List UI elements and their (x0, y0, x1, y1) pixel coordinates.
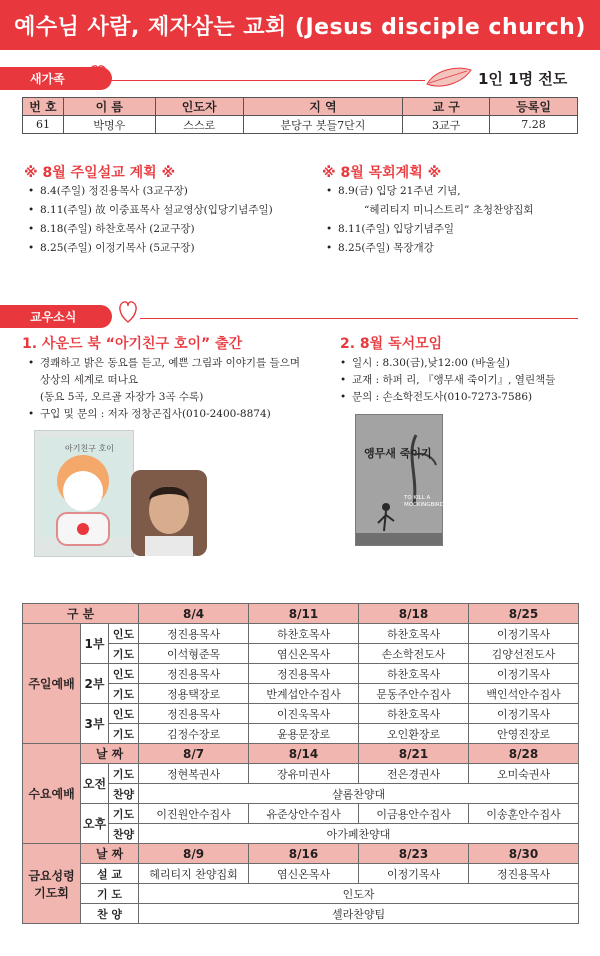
schedule-cell: 샬롬찬양대 (139, 784, 579, 804)
division-label: 구 분 (23, 604, 139, 624)
schedule-cell: 전은경권사 (359, 764, 469, 784)
list-item: (동요 5곡, 오르골 자장가 3곡 수록) (40, 391, 204, 403)
prayer-label: 기도 (109, 724, 139, 744)
list-item: “헤리티지 미니스트리” 초청찬양집회 (364, 204, 534, 216)
wednesday-service-label: 수요예배 (23, 744, 81, 844)
choir-label: 찬양 (109, 824, 139, 844)
schedule-cell: 오미숙권사 (469, 764, 579, 784)
schedule-cell: 이정기목사 (469, 624, 579, 644)
news-item2-heading: 2. 8월 독서모임 (340, 336, 443, 352)
table-row (23, 844, 579, 864)
schedule-cell: 이석형준목 (139, 644, 249, 664)
schedule-cell: 안영진장로 (469, 724, 579, 744)
list-item: • 8.11(주일) 故 이중표목사 설교영상(입당기념주일) (26, 201, 296, 220)
worship-schedule-table (22, 603, 579, 924)
schedule-cell: 이금용안수집사 (359, 804, 469, 824)
reading-book-illustration (356, 415, 442, 545)
schedule-cell: 인도자 (139, 884, 579, 904)
author-portrait (131, 470, 207, 556)
schedule-cell: 이진욱목사 (249, 704, 359, 724)
table-row (23, 116, 578, 134)
sermon-plan-list (26, 182, 296, 258)
cell-district: 3교구 (403, 116, 490, 134)
news-item2-list (338, 355, 588, 406)
schedule-cell: 백인석안수집사 (469, 684, 579, 704)
schedule-cell: 하찬호목사 (359, 624, 469, 644)
list-item: • 경쾌하고 밝은 동요를 듣고, 예쁜 그림과 이야기를 들으며 (26, 355, 326, 372)
cell-reg-date: 7.28 (490, 116, 578, 134)
col-district: 교 구 (403, 98, 490, 116)
col-name: 이 름 (63, 98, 155, 116)
sound-book-title: 아기친구 호이 (65, 444, 114, 453)
table-row (23, 624, 579, 644)
list-item: • 8.9(금) 입당 21주년 기념, (324, 182, 584, 201)
schedule-cell: 장유미권사 (249, 764, 359, 784)
table-header-row (23, 98, 578, 116)
list-item: • 8.25(주일) 이정기목사 (5교구장) (26, 239, 296, 258)
ministry-plan-heading: ※ 8월 목회계획 ※ (322, 165, 442, 181)
leader-label: 인도 (109, 704, 139, 724)
date-cell: 8/25 (469, 604, 579, 624)
table-row (23, 904, 579, 924)
schedule-cell: 하찬호목사 (249, 624, 359, 644)
schedule-header-row (23, 604, 579, 624)
schedule-cell: 염신온목사 (249, 864, 359, 884)
date-cell: 8/28 (469, 744, 579, 764)
table-row (23, 864, 579, 884)
schedule-cell: 정진용목사 (249, 664, 359, 684)
schedule-cell: 하찬호목사 (359, 664, 469, 684)
date-cell: 8/30 (469, 844, 579, 864)
schedule-cell: 손소학전도사 (359, 644, 469, 664)
col-reg-date: 등록일 (490, 98, 578, 116)
schedule-cell: 정진용목사 (469, 864, 579, 884)
reading-book-cover (355, 414, 443, 546)
list-item: • 문의 : 손소학전도사(010-7273-7586) (338, 389, 588, 406)
sound-book-cover (34, 430, 134, 557)
choir-label: 찬양 (109, 784, 139, 804)
schedule-cell: 염신온목사 (249, 644, 359, 664)
service-1-label: 1부 (81, 624, 109, 664)
schedule-cell: 이정기목사 (469, 704, 579, 724)
reading-book-title: 앵무새 죽이기 (364, 447, 432, 460)
sunday-service-label: 주일예배 (23, 624, 81, 744)
banner-title: 예수님 사람, 제자삼는 교회 (Jesus disciple church) (14, 14, 586, 40)
section-divider (110, 80, 425, 81)
service-3-label: 3부 (81, 704, 109, 744)
prayer-label: 기도 (109, 804, 139, 824)
praise-label: 찬 양 (81, 904, 139, 924)
friday-service-label: 금요성령 기도회 (23, 844, 81, 924)
list-item: • 8.11(주일) 입당기념주일 (324, 220, 584, 239)
cell-number: 61 (23, 116, 64, 134)
service-2-label: 2부 (81, 664, 109, 704)
prayer-label: 기 도 (81, 884, 139, 904)
cell-name: 박명우 (63, 116, 155, 134)
list-item: 상상의 세계로 떠나요 (40, 374, 138, 386)
sermon-plan-heading: ※ 8월 주일설교 계획 ※ (24, 165, 176, 181)
date-cell: 8/23 (359, 844, 469, 864)
news-item1-list (26, 355, 326, 423)
schedule-cell: 정현복권사 (139, 764, 249, 784)
col-guide: 인도자 (155, 98, 243, 116)
date-cell: 8/18 (359, 604, 469, 624)
list-item: • 구입 및 문의 : 저자 정창곤집사(010-2400-8874) (26, 406, 326, 423)
prayer-label: 기도 (109, 644, 139, 664)
prayer-label: 기도 (109, 764, 139, 784)
list-item: • 8.25(주일) 목장개강 (324, 239, 584, 258)
section-divider (140, 318, 578, 319)
schedule-cell: 하찬호목사 (359, 704, 469, 724)
news-item1-heading: 1. 사운드 북 “아기친구 호이” 출간 (22, 336, 243, 352)
heart-leaf-icon (86, 62, 110, 88)
schedule-cell: 정진용목사 (139, 704, 249, 724)
schedule-cell: 김양선전도사 (469, 644, 579, 664)
author-photo (131, 470, 207, 556)
table-row (23, 804, 579, 824)
col-number: 번 호 (23, 98, 64, 116)
new-family-table (22, 97, 578, 134)
morning-label: 오전 (81, 764, 109, 804)
date-cell: 8/21 (359, 744, 469, 764)
page-banner (0, 0, 600, 50)
leader-label: 인도 (109, 664, 139, 684)
date-label: 날 짜 (81, 744, 139, 764)
schedule-cell: 정진용목사 (139, 624, 249, 644)
table-row (23, 664, 579, 684)
schedule-cell: 이정기목사 (359, 864, 469, 884)
prayer-label: 기도 (109, 684, 139, 704)
schedule-cell: 김정수장로 (139, 724, 249, 744)
schedule-cell: 아가페찬양대 (139, 824, 579, 844)
leaf-icon (425, 64, 473, 90)
table-row (23, 764, 579, 784)
new-family-section-label: 새가족 (0, 67, 112, 90)
date-cell: 8/4 (139, 604, 249, 624)
date-cell: 8/14 (249, 744, 359, 764)
list-item: • 교재 : 하퍼 리, 『앵무새 죽이기』, 열린책들 (338, 372, 588, 389)
schedule-cell: 문동주안수집사 (359, 684, 469, 704)
col-area: 지 역 (243, 98, 403, 116)
schedule-cell: 정진용목사 (139, 664, 249, 684)
list-item: • 8.18(주일) 하찬호목사 (2교구장) (26, 220, 296, 239)
schedule-cell: 반계섭안수집사 (249, 684, 359, 704)
table-row (23, 704, 579, 724)
sermon-label: 설 교 (81, 864, 139, 884)
schedule-cell: 이진원안수집사 (139, 804, 249, 824)
schedule-cell: 윤용문장로 (249, 724, 359, 744)
schedule-cell: 정용택장로 (139, 684, 249, 704)
table-row (23, 884, 579, 904)
schedule-cell: 셀라찬양팀 (139, 904, 579, 924)
date-cell: 8/11 (249, 604, 359, 624)
afternoon-label: 오후 (81, 804, 109, 844)
list-item: • 일시 : 8.30(금),낮12:00 (바울실) (338, 355, 588, 372)
date-label: 날 짜 (81, 844, 139, 864)
news-section-label: 교우소식 (0, 305, 112, 328)
date-cell: 8/7 (139, 744, 249, 764)
schedule-cell: 헤리티지 찬양집회 (139, 864, 249, 884)
date-cell: 8/9 (139, 844, 249, 864)
schedule-cell: 유준상안수집사 (249, 804, 359, 824)
table-row (23, 744, 579, 764)
heart-leaf-icon (116, 298, 140, 324)
cell-area: 분당구 봇들7단지 (243, 116, 403, 134)
leader-label: 인도 (109, 624, 139, 644)
list-item: • 8.4(주일) 정진용목사 (3교구장) (26, 182, 296, 201)
cell-guide: 스스로 (155, 116, 243, 134)
reading-book-subtitle: TO KILL A MOCKINGBIRD (404, 495, 444, 508)
schedule-cell: 이송훈안수집사 (469, 804, 579, 824)
schedule-cell: 오인환장로 (359, 724, 469, 744)
date-cell: 8/16 (249, 844, 359, 864)
schedule-cell: 이정기목사 (469, 664, 579, 684)
ministry-plan-list (324, 182, 584, 258)
evangelism-motto: 1인 1명 전도 (478, 70, 568, 88)
